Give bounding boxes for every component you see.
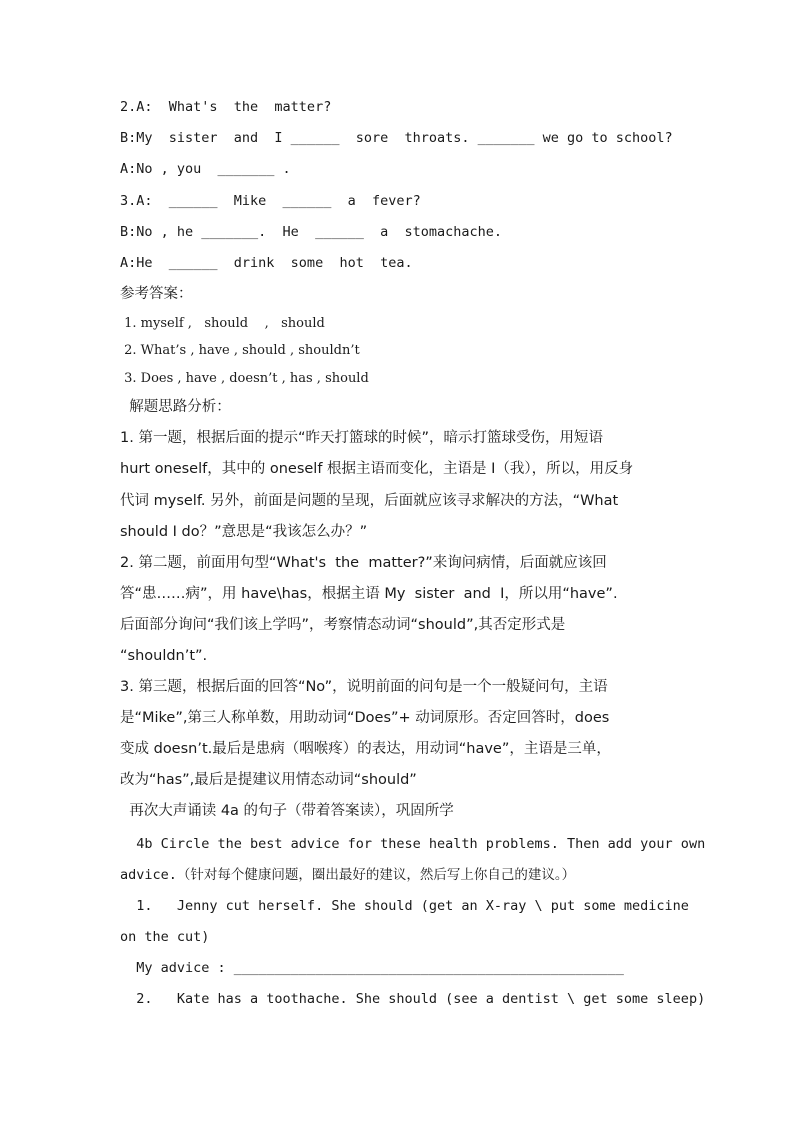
task-4b-item-2: 2. Kate has a toothache. She should (see a dentist \ get some sleep)	[120, 991, 706, 1007]
analysis-1-line-4: should I do？”意思是“我该怎么办？”	[120, 524, 368, 540]
analysis-1-line-2: hurt oneself，其中的 oneself 根据主语而变化，主语是 I（我），所以，用反身	[120, 461, 634, 477]
exercise-3-question: 3.A: ______ Mike ______ a fever?	[120, 193, 421, 209]
answer-2: 2. What’s , have , should , shouldn’t	[120, 343, 360, 358]
reread-instruction: 再次大声诵读 4a 的句子（带着答案读），巩固所学	[120, 803, 454, 819]
answer-1: 1. myself , should , should	[120, 316, 325, 331]
analysis-2-line-3: 后面部分询问“我们该上学吗”，考察情态动词“should”,其否定形式是	[120, 617, 566, 633]
analysis-2-line-2: 答“患……病”，用 have\has，根据主语 My sister and I，所以用“have”.	[120, 586, 618, 602]
task-4b-instruction-line-2: advice.（针对每个健康问题，圈出最好的建议，然后写上你自己的建议。）	[120, 867, 576, 883]
analysis-1-line-1: 1. 第一题，根据后面的提示“昨天打篮球的时候”，暗示打篮球受伤，用短语	[120, 430, 603, 446]
task-4b-item-1-line-2: on the cut)	[120, 929, 210, 945]
exercise-3-advice: A:He ______ drink some hot tea.	[120, 255, 413, 271]
analysis-heading: 解题思路分析：	[120, 399, 231, 415]
task-4b-item-1-line-1: 1. Jenny cut herself. She should (get an X-ray \ put some medicine	[120, 898, 689, 914]
exercise-2-response: B:My sister and I ______ sore throats. _______ we go to school?	[120, 130, 673, 146]
exercise-3-response: B:No , he _______. He ______ a stomachache.	[120, 224, 503, 240]
exercise-2-answer: A:No , you _______ .	[120, 161, 291, 177]
analysis-1-line-3: 代词 myself. 另外，前面是问题的呈现，后面就应该寻求解决的方法，“What	[120, 493, 619, 509]
analysis-2-line-4: “shouldn’t”.	[120, 648, 208, 664]
exercise-2-question: 2.A: What's the matter?	[120, 99, 332, 115]
analysis-3-line-4: 改为“has”,最后是提建议用情态动词“should”	[120, 772, 417, 788]
my-advice-line: My advice : ________________________________________________	[120, 960, 624, 976]
answer-3: 3. Does , have , doesn’t , has , should	[120, 371, 369, 386]
analysis-3-line-2: 是“Mike”,第三人称单数，用助动词“Does”+ 动词原形。否定回答时，does	[120, 710, 610, 726]
analysis-2-line-1: 2. 第二题，前面用句型“What's the matter?”来询问病情，后面就应该回	[120, 555, 607, 571]
analysis-3-line-3: 变成 doesn’t.最后是患病（咽喉疼）的表达，用动词“have”，主语是三单，	[120, 741, 611, 757]
answer-key-heading: 参考答案：	[120, 286, 193, 302]
analysis-3-line-1: 3. 第三题，根据后面的回答“No”，说明前面的问句是一个一般疑问句，主语	[120, 679, 608, 695]
task-4b-instruction-line-1: 4b Circle the best advice for these health problems. Then add your own	[120, 836, 706, 852]
